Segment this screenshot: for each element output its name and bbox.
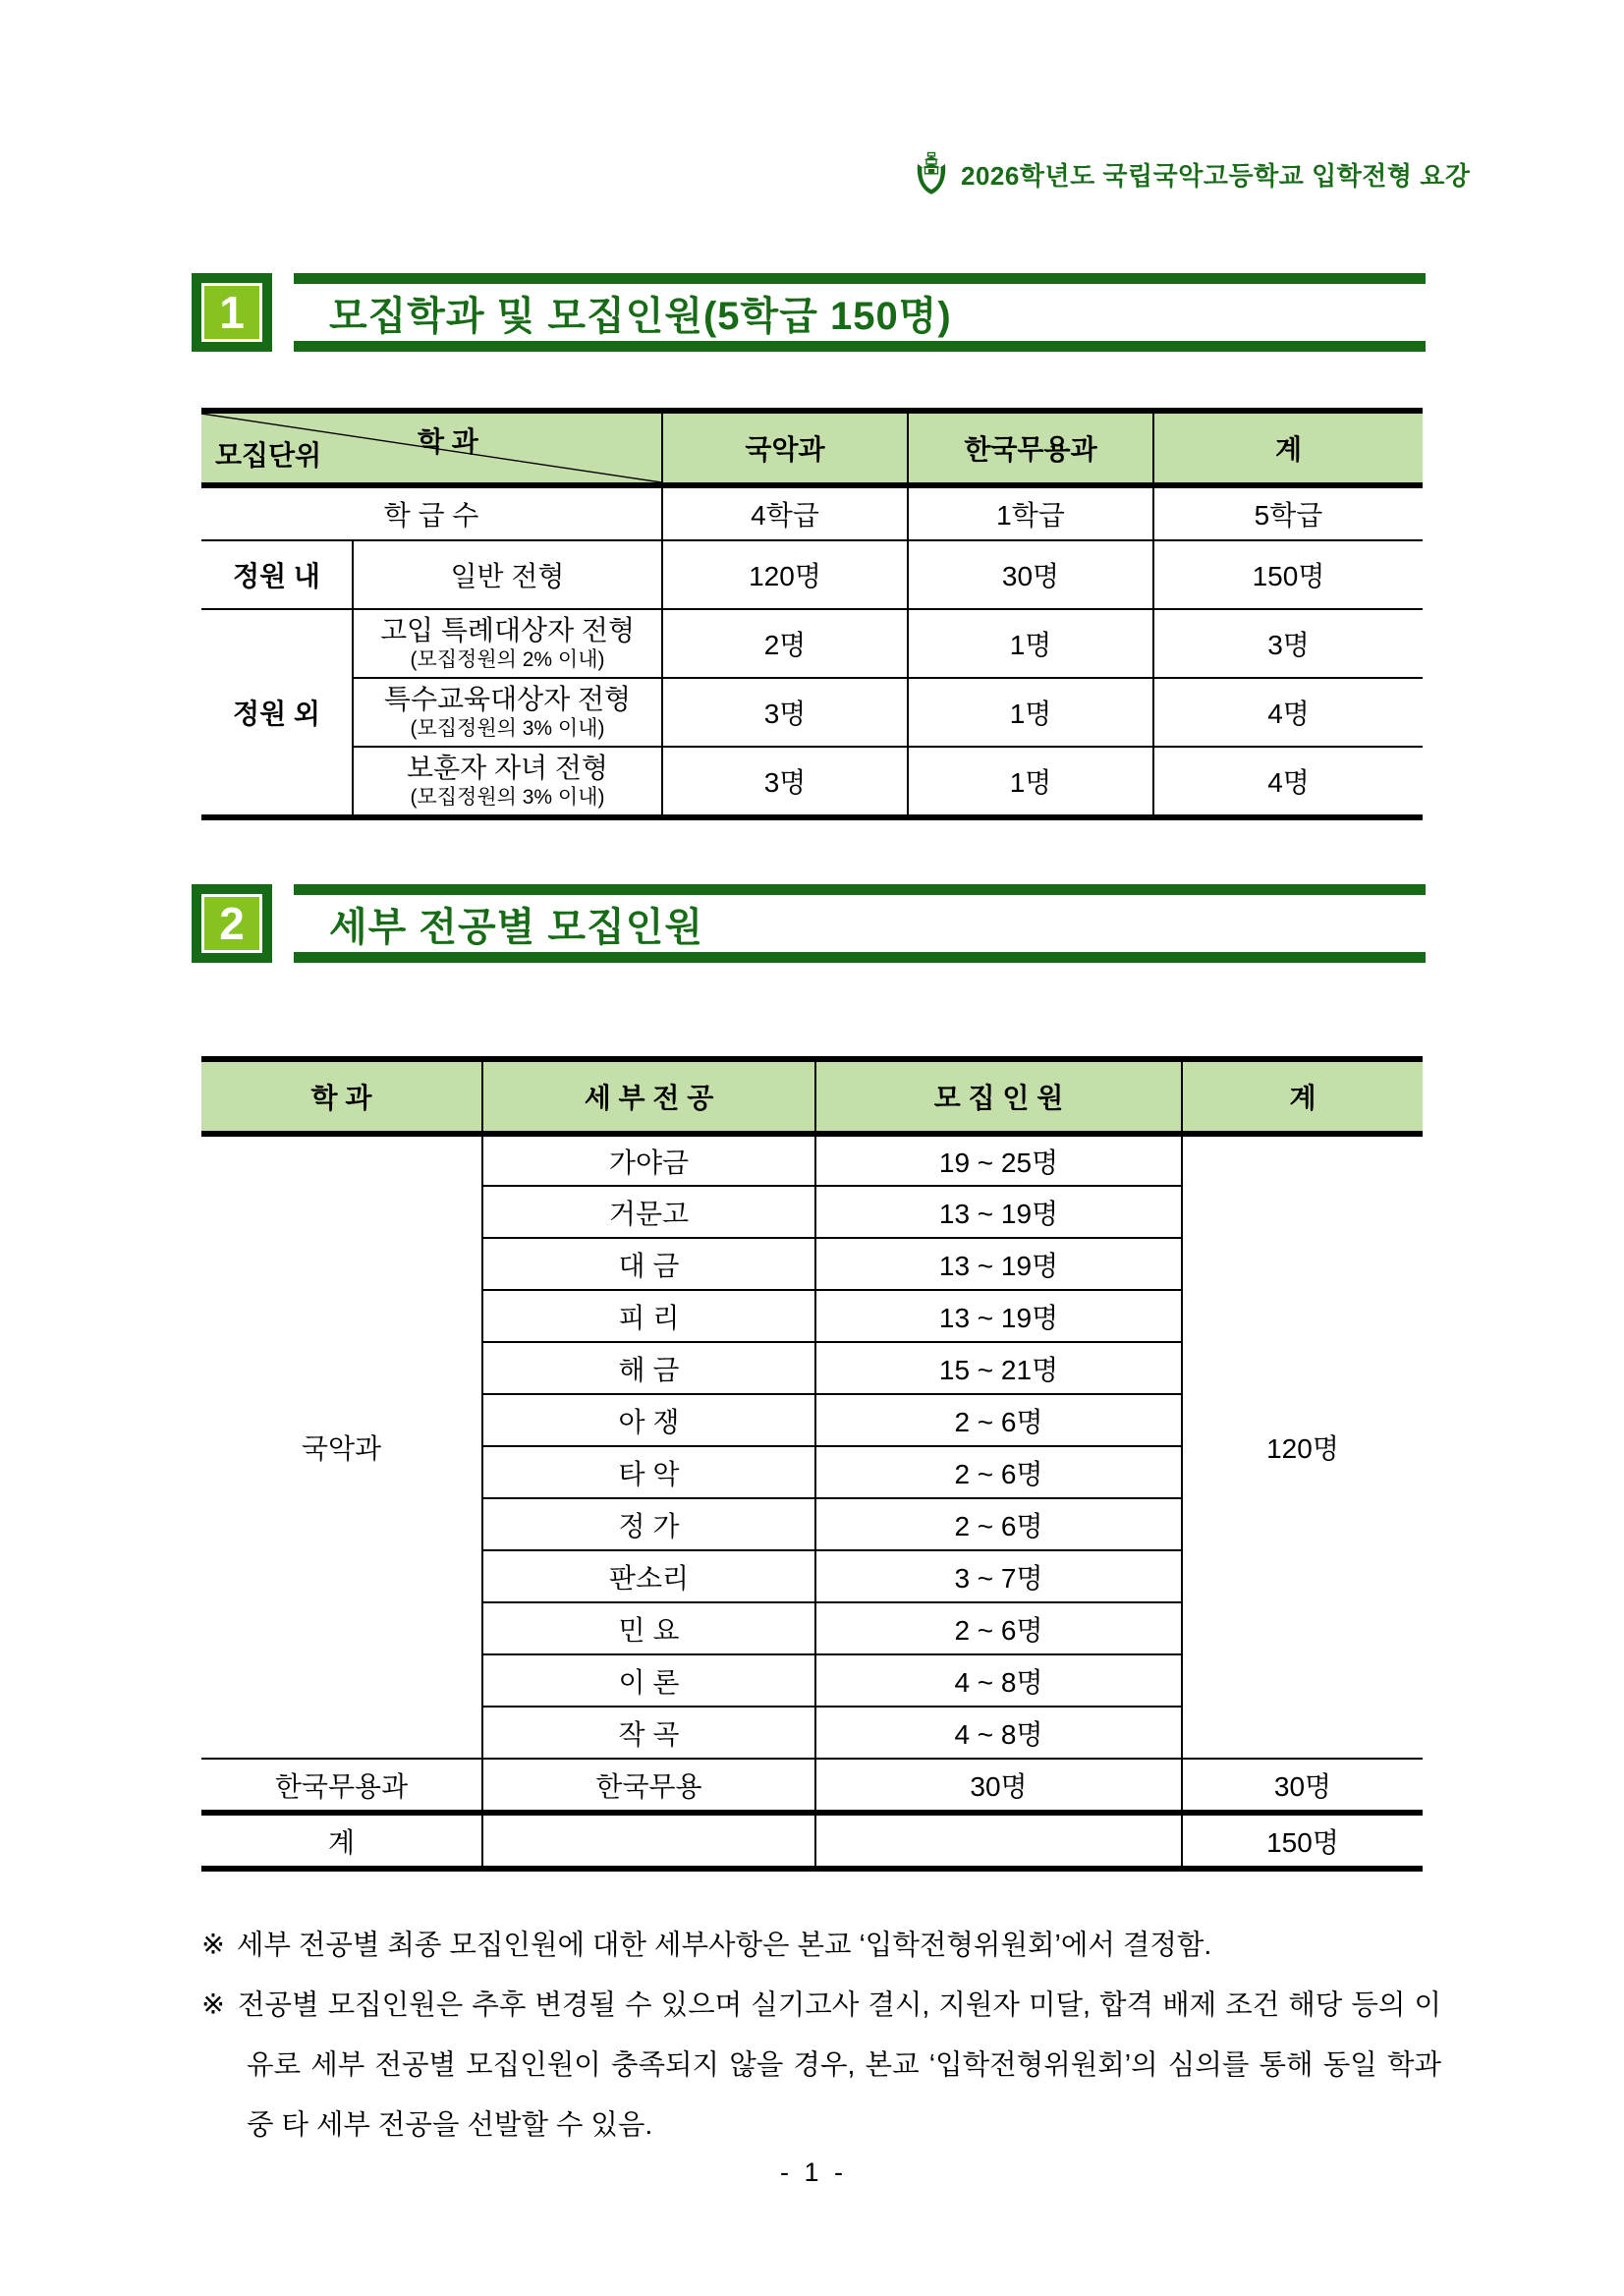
column-header-gugak: 국악과 [662, 411, 908, 485]
major-cell: 해 금 [482, 1342, 815, 1394]
section-1-number-box [192, 273, 272, 352]
quota-cell: 4 ~ 8명 [815, 1707, 1182, 1759]
grand-total-row [201, 1813, 1423, 1869]
department-cell: 국악과 [201, 1134, 482, 1759]
quota-cell: 15 ~ 21명 [815, 1342, 1182, 1394]
section-2-title: 세부 전공별 모집인원 [329, 905, 703, 949]
row-label-note: (모집정원의 3% 이내) [410, 786, 605, 810]
quota-cell: 4 ~ 8명 [815, 1654, 1182, 1707]
majors-table [201, 1056, 1423, 1872]
reference-mark-icon: ※ [201, 1930, 225, 1961]
row-label: 학 급 수 [201, 485, 662, 540]
cell-value: 1학급 [908, 485, 1153, 540]
quota-cell: 3 ~ 7명 [815, 1550, 1182, 1602]
cell-value: 2명 [662, 609, 908, 678]
quota-cell: 2 ~ 6명 [815, 1498, 1182, 1550]
major-cell: 작 곡 [482, 1707, 815, 1759]
major-cell: 대 금 [482, 1238, 815, 1290]
cell-value: 3명 [662, 747, 908, 817]
major-cell: 거문고 [482, 1186, 815, 1238]
document-header [912, 151, 1471, 196]
cell-value: 1명 [908, 678, 1153, 747]
row-label [353, 747, 662, 817]
quota-cell: 13 ~ 19명 [815, 1290, 1182, 1342]
major-cell: 한국무용 [482, 1759, 815, 1813]
grand-total-cell: 150명 [1182, 1813, 1423, 1869]
row-label [353, 678, 662, 747]
cell-value: 1명 [908, 747, 1153, 817]
column-header-total: 계 [1182, 1059, 1423, 1134]
major-cell: 민 요 [482, 1602, 815, 1654]
major-cell: 피 리 [482, 1290, 815, 1342]
quota-cell: 13 ~ 19명 [815, 1238, 1182, 1290]
major-cell: 정 가 [482, 1498, 815, 1550]
table-row [201, 1134, 1423, 1186]
quota-cell: 2 ~ 6명 [815, 1394, 1182, 1446]
major-cell: 판소리 [482, 1550, 815, 1602]
cell-value: 150명 [1153, 540, 1423, 609]
quota-cell: 2 ~ 6명 [815, 1602, 1182, 1654]
dance-department-row [201, 1759, 1423, 1813]
cell-value: 5학급 [1153, 485, 1423, 540]
major-cell: 이 론 [482, 1654, 815, 1707]
column-header-quota: 모 집 인 원 [815, 1059, 1182, 1134]
row-label-text: 보훈자 자녀 전형 [407, 752, 608, 783]
table-row [201, 609, 1423, 678]
recruitment-table-header-row [201, 411, 1423, 485]
empty-cell [815, 1813, 1182, 1869]
table-row [201, 540, 1423, 609]
section-2-number: 2 [219, 898, 245, 949]
table-row [201, 678, 1423, 747]
column-header-total: 계 [1153, 411, 1423, 485]
diagonal-label-department: 학 과 [417, 426, 478, 457]
column-header-major: 세 부 전 공 [482, 1059, 815, 1134]
reference-mark-icon: ※ [201, 1989, 226, 2021]
major-cell: 타 악 [482, 1446, 815, 1498]
row-label-text: 특수교육대상자 전형 [383, 683, 632, 714]
cell-value: 3명 [662, 678, 908, 747]
column-header-department: 학 과 [201, 1059, 482, 1134]
group-label: 정원 내 [201, 540, 353, 609]
cell-value: 30명 [908, 540, 1153, 609]
quota-cell: 13 ~ 19명 [815, 1186, 1182, 1238]
cell-value: 120명 [662, 540, 908, 609]
cell-value: 4명 [1153, 747, 1423, 817]
section-2-number-box [192, 884, 272, 963]
row-label-note: (모집정원의 3% 이내) [410, 717, 605, 741]
section-2-heading [192, 884, 1426, 963]
section-1-title-bar [294, 273, 1426, 352]
footnote-1 [201, 1916, 1441, 1976]
department-cell: 한국무용과 [201, 1759, 482, 1813]
section-1-number: 1 [219, 287, 245, 338]
school-emblem-icon [912, 151, 951, 196]
total-cell: 120명 [1182, 1134, 1423, 1759]
section-2-title-bar [294, 884, 1426, 963]
major-cell: 가야금 [482, 1134, 815, 1186]
table-row [201, 485, 1423, 540]
quota-cell: 2 ~ 6명 [815, 1446, 1182, 1498]
cell-value: 4명 [1153, 678, 1423, 747]
cell-value: 1명 [908, 609, 1153, 678]
document-title: 2026학년도 국립국악고등학교 입학전형 요강 [961, 160, 1471, 191]
diagonal-header-cell [201, 411, 662, 485]
majors-table-header-row [201, 1059, 1423, 1134]
total-row-label: 계 [201, 1813, 482, 1869]
cell-value: 4학급 [662, 485, 908, 540]
section-1-heading [192, 273, 1426, 352]
page-number: - 1 - [779, 2157, 847, 2187]
row-label [353, 609, 662, 678]
diagonal-label-unit: 모집단위 [215, 440, 322, 471]
row-label-note: (모집정원의 2% 이내) [410, 648, 605, 672]
table-row [201, 747, 1423, 817]
section-2-number-inner [201, 894, 262, 953]
row-label: 일반 전형 [353, 540, 662, 609]
footnote-2-text: 전공별 모집인원은 추후 변경될 수 있으며 실기고사 결시, 지원자 미달, 합격 배제 조건 해당 등의 이유로 세부 전공별 모집인원이 충족되지 않을 경우, 본교 ‘입학전형위원회’의 심의를 통해 동일 학과 중 타 세부 전공을 선발할 수 있음. [238, 1989, 1441, 2141]
recruitment-table [201, 408, 1423, 820]
footnote-2 [201, 1976, 1441, 2156]
cell-value: 3명 [1153, 609, 1423, 678]
major-cell: 아 쟁 [482, 1394, 815, 1446]
empty-cell [482, 1813, 815, 1869]
footnote-1-text: 세부 전공별 최종 모집인원에 대한 세부사항은 본교 ‘입학전형위원회’에서 결정함. [236, 1930, 1212, 1961]
group-label: 정원 외 [201, 609, 353, 817]
column-header-dance: 한국무용과 [908, 411, 1153, 485]
section-1-number-inner [201, 283, 262, 342]
section-1-title: 모집학과 및 모집인원(5학급 150명) [329, 294, 952, 338]
row-label-text: 고입 특례대상자 전형 [380, 614, 635, 645]
quota-cell: 30명 [815, 1759, 1182, 1813]
total-cell: 30명 [1182, 1759, 1423, 1813]
footnotes [201, 1916, 1441, 2156]
quota-cell: 19 ~ 25명 [815, 1134, 1182, 1186]
